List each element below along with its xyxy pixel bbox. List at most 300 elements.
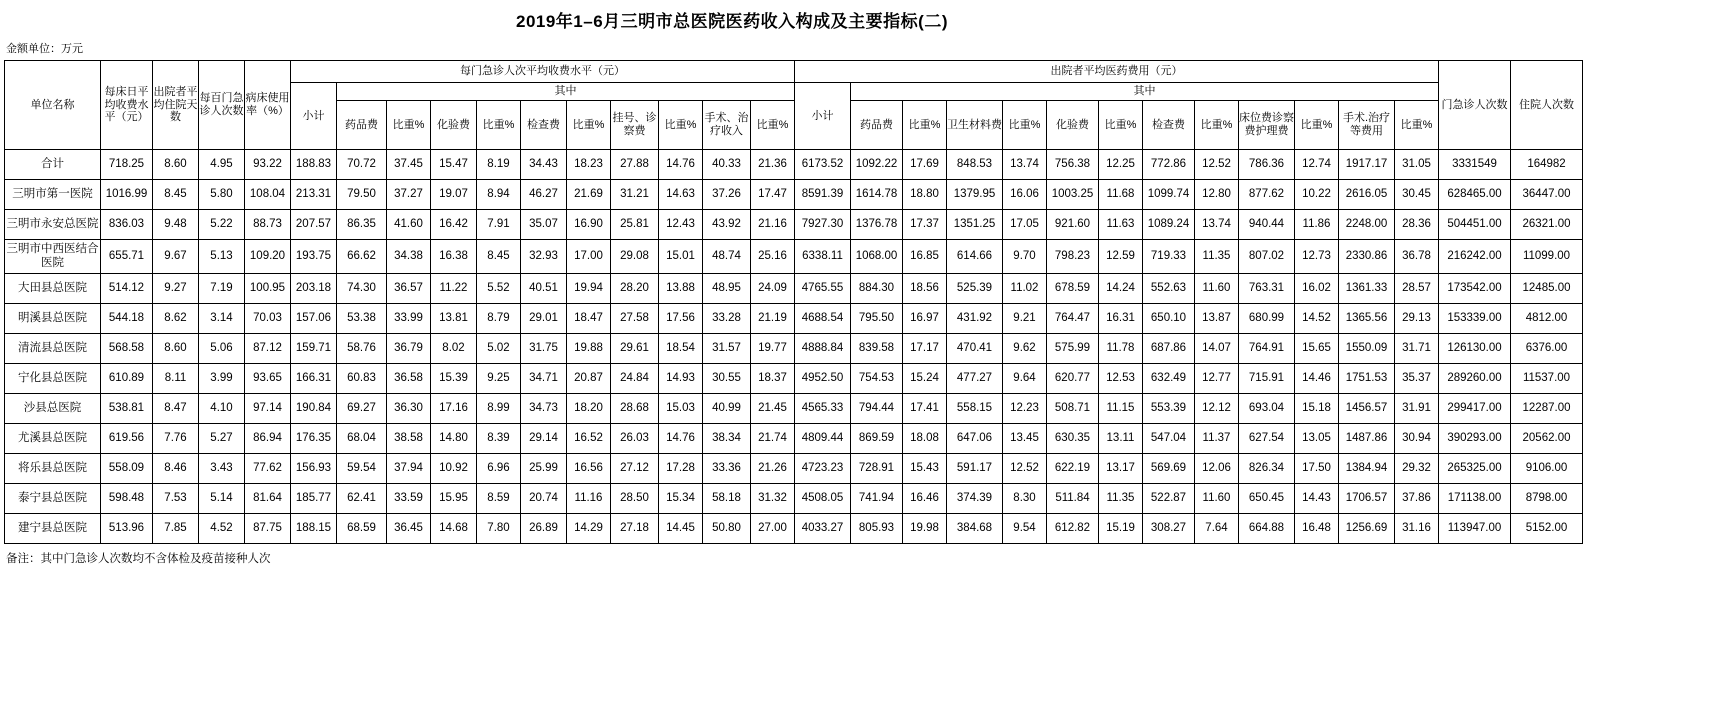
table-cell: 14.43 xyxy=(1295,484,1339,514)
table-cell: 622.19 xyxy=(1047,454,1099,484)
table-cell: 27.58 xyxy=(611,304,659,334)
table-cell: 826.34 xyxy=(1239,454,1295,484)
table-cell: 17.00 xyxy=(567,240,611,274)
table-cell: 3331549 xyxy=(1439,150,1511,180)
table-cell: 16.48 xyxy=(1295,514,1339,544)
table-cell: 108.04 xyxy=(245,180,291,210)
header-inpatient-subtotal: 小计 xyxy=(795,83,851,150)
table-cell: 8.02 xyxy=(431,334,477,364)
table-cell: 29.01 xyxy=(521,304,567,334)
table-cell: 28.68 xyxy=(611,394,659,424)
table-cell: 764.47 xyxy=(1047,304,1099,334)
table-cell: 15.03 xyxy=(659,394,703,424)
table-cell: 763.31 xyxy=(1239,274,1295,304)
table-cell: 1256.69 xyxy=(1339,514,1395,544)
table-cell: 171138.00 xyxy=(1439,484,1511,514)
table-cell: 28.20 xyxy=(611,274,659,304)
table-cell: 25.81 xyxy=(611,210,659,240)
table-cell: 807.02 xyxy=(1239,240,1295,274)
table-cell: 74.30 xyxy=(337,274,387,304)
table-cell: 28.57 xyxy=(1395,274,1439,304)
table-cell: 7.64 xyxy=(1195,514,1239,544)
table-cell: 36.79 xyxy=(387,334,431,364)
row-label: 三明市中西医结合医院 xyxy=(5,240,101,274)
header-ip-bed-nursing-fee: 床位费诊察费护理费 xyxy=(1239,101,1295,150)
table-cell: 173542.00 xyxy=(1439,274,1511,304)
table-cell: 33.28 xyxy=(703,304,751,334)
header-unit-name: 单位名称 xyxy=(5,61,101,150)
table-cell: 687.86 xyxy=(1143,334,1195,364)
table-cell: 31.91 xyxy=(1395,394,1439,424)
header-op-drug-ratio: 比重% xyxy=(387,101,431,150)
header-ip-sanitary-material-fee: 卫生材料费 xyxy=(947,101,1003,150)
table-cell: 1351.25 xyxy=(947,210,1003,240)
table-cell: 1089.24 xyxy=(1143,210,1195,240)
table-cell: 4888.84 xyxy=(795,334,851,364)
row-label: 清流县总医院 xyxy=(5,334,101,364)
header-op-exam-ratio: 比重% xyxy=(567,101,611,150)
header-ip-lab-fee: 化验费 xyxy=(1047,101,1099,150)
table-cell: 5.80 xyxy=(199,180,245,210)
table-cell: 544.18 xyxy=(101,304,153,334)
table-cell: 514.12 xyxy=(101,274,153,304)
table-cell: 10.92 xyxy=(431,454,477,484)
table-cell: 610.89 xyxy=(101,364,153,394)
table-cell: 17.41 xyxy=(903,394,947,424)
row-label: 大田县总医院 xyxy=(5,274,101,304)
table-cell: 5.22 xyxy=(199,210,245,240)
table-cell: 772.86 xyxy=(1143,150,1195,180)
table-cell: 13.74 xyxy=(1195,210,1239,240)
table-cell: 1456.57 xyxy=(1339,394,1395,424)
table-cell: 8.47 xyxy=(153,394,199,424)
header-inpatient-visits: 住院人次数 xyxy=(1511,61,1583,150)
table-cell: 17.69 xyxy=(903,150,947,180)
table-cell: 36.45 xyxy=(387,514,431,544)
table-cell: 2248.00 xyxy=(1339,210,1395,240)
table-cell: 4033.27 xyxy=(795,514,851,544)
table-cell: 185.77 xyxy=(291,484,337,514)
table-row xyxy=(5,274,1583,304)
table-cell: 97.14 xyxy=(245,394,291,424)
table-cell: 3.14 xyxy=(199,304,245,334)
table-cell: 93.65 xyxy=(245,364,291,394)
header-ip-exam-fee: 检查费 xyxy=(1143,101,1195,150)
table-cell: 113947.00 xyxy=(1439,514,1511,544)
table-cell: 13.11 xyxy=(1099,424,1143,454)
table-row xyxy=(5,364,1583,394)
table-cell: 11.16 xyxy=(567,484,611,514)
table-row xyxy=(5,180,1583,210)
table-cell: 14.76 xyxy=(659,424,703,454)
header-outpatient-among-which: 其中 xyxy=(337,83,795,101)
table-cell: 8.11 xyxy=(153,364,199,394)
table-cell: 786.36 xyxy=(1239,150,1295,180)
table-cell: 16.97 xyxy=(903,304,947,334)
table-cell: 12.23 xyxy=(1003,394,1047,424)
table-cell: 8.39 xyxy=(477,424,521,454)
table-cell: 86.94 xyxy=(245,424,291,454)
header-ip-bed-nursing-ratio: 比重% xyxy=(1295,101,1339,150)
table-cell: 38.58 xyxy=(387,424,431,454)
row-label: 明溪县总医院 xyxy=(5,304,101,334)
table-cell: 16.90 xyxy=(567,210,611,240)
table-cell: 203.18 xyxy=(291,274,337,304)
table-cell: 20562.00 xyxy=(1511,424,1583,454)
table-cell: 26321.00 xyxy=(1511,210,1583,240)
table-cell: 68.04 xyxy=(337,424,387,454)
table-cell: 4812.00 xyxy=(1511,304,1583,334)
table-cell: 12485.00 xyxy=(1511,274,1583,304)
data-table xyxy=(4,60,1583,544)
table-cell: 289260.00 xyxy=(1439,364,1511,394)
table-cell: 166.31 xyxy=(291,364,337,394)
table-cell: 7.85 xyxy=(153,514,199,544)
table-cell: 31.32 xyxy=(751,484,795,514)
table-cell: 20.87 xyxy=(567,364,611,394)
table-cell: 188.15 xyxy=(291,514,337,544)
table-cell: 21.26 xyxy=(751,454,795,484)
table-cell: 265325.00 xyxy=(1439,454,1511,484)
table-cell: 680.99 xyxy=(1239,304,1295,334)
table-cell: 29.14 xyxy=(521,424,567,454)
table-cell: 15.01 xyxy=(659,240,703,274)
table-cell: 8591.39 xyxy=(795,180,851,210)
header-ip-surgery-ratio: 比重% xyxy=(1395,101,1439,150)
table-cell: 1487.86 xyxy=(1339,424,1395,454)
table-cell: 4723.23 xyxy=(795,454,851,484)
table-cell: 12.77 xyxy=(1195,364,1239,394)
table-cell: 62.41 xyxy=(337,484,387,514)
table-cell: 4952.50 xyxy=(795,364,851,394)
table-cell: 1751.53 xyxy=(1339,364,1395,394)
table-cell: 31.57 xyxy=(703,334,751,364)
table-cell: 650.45 xyxy=(1239,484,1295,514)
table-cell: 632.49 xyxy=(1143,364,1195,394)
table-cell: 27.12 xyxy=(611,454,659,484)
table-cell: 58.76 xyxy=(337,334,387,364)
table-row xyxy=(5,484,1583,514)
table-cell: 28.36 xyxy=(1395,210,1439,240)
table-cell: 4688.54 xyxy=(795,304,851,334)
table-cell: 15.39 xyxy=(431,364,477,394)
table-cell: 14.63 xyxy=(659,180,703,210)
table-row xyxy=(5,424,1583,454)
table-cell: 21.19 xyxy=(751,304,795,334)
table-cell: 650.10 xyxy=(1143,304,1195,334)
table-cell: 60.83 xyxy=(337,364,387,394)
table-cell: 19.07 xyxy=(431,180,477,210)
table-cell: 14.24 xyxy=(1099,274,1143,304)
table-cell: 558.09 xyxy=(101,454,153,484)
table-cell: 1099.74 xyxy=(1143,180,1195,210)
table-cell: 921.60 xyxy=(1047,210,1099,240)
table-cell: 77.62 xyxy=(245,454,291,484)
table-cell: 29.32 xyxy=(1395,454,1439,484)
table-cell: 26.03 xyxy=(611,424,659,454)
table-cell: 7927.30 xyxy=(795,210,851,240)
table-cell: 30.45 xyxy=(1395,180,1439,210)
table-cell: 511.84 xyxy=(1047,484,1099,514)
table-row xyxy=(5,334,1583,364)
table-cell: 81.64 xyxy=(245,484,291,514)
table-cell: 34.71 xyxy=(521,364,567,394)
table-cell: 13.88 xyxy=(659,274,703,304)
table-cell: 470.41 xyxy=(947,334,1003,364)
table-cell: 390293.00 xyxy=(1439,424,1511,454)
table-cell: 1379.95 xyxy=(947,180,1003,210)
header-outpatient-group: 每门急诊人次平均收费水平（元） xyxy=(291,61,795,83)
table-cell: 13.81 xyxy=(431,304,477,334)
table-cell: 34.73 xyxy=(521,394,567,424)
table-cell: 176.35 xyxy=(291,424,337,454)
row-label: 沙县总医院 xyxy=(5,394,101,424)
table-cell: 553.39 xyxy=(1143,394,1195,424)
table-cell: 374.39 xyxy=(947,484,1003,514)
table-cell: 36.30 xyxy=(387,394,431,424)
table-cell: 18.20 xyxy=(567,394,611,424)
table-cell: 18.47 xyxy=(567,304,611,334)
table-cell: 48.74 xyxy=(703,240,751,274)
table-row xyxy=(5,240,1583,274)
table-cell: 14.76 xyxy=(659,150,703,180)
table-cell: 848.53 xyxy=(947,150,1003,180)
row-label: 尤溪县总医院 xyxy=(5,424,101,454)
table-cell: 21.45 xyxy=(751,394,795,424)
table-cell: 87.12 xyxy=(245,334,291,364)
table-cell: 8798.00 xyxy=(1511,484,1583,514)
table-cell: 5152.00 xyxy=(1511,514,1583,544)
table-cell: 8.46 xyxy=(153,454,199,484)
table-cell: 31.21 xyxy=(611,180,659,210)
table-cell: 568.58 xyxy=(101,334,153,364)
table-cell: 68.59 xyxy=(337,514,387,544)
table-cell: 35.37 xyxy=(1395,364,1439,394)
header-op-lab-ratio: 比重% xyxy=(477,101,521,150)
table-cell: 14.93 xyxy=(659,364,703,394)
table-row xyxy=(5,454,1583,484)
table-cell: 6173.52 xyxy=(795,150,851,180)
table-cell: 9.54 xyxy=(1003,514,1047,544)
table-cell: 24.84 xyxy=(611,364,659,394)
table-cell: 614.66 xyxy=(947,240,1003,274)
table-cell: 24.09 xyxy=(751,274,795,304)
table-cell: 741.94 xyxy=(851,484,903,514)
table-cell: 16.56 xyxy=(567,454,611,484)
table-cell: 13.05 xyxy=(1295,424,1339,454)
header-per-hundred-outpatient: 每百门急诊人次数 xyxy=(199,61,245,150)
table-cell: 569.69 xyxy=(1143,454,1195,484)
table-cell: 43.92 xyxy=(703,210,751,240)
table-cell: 40.99 xyxy=(703,394,751,424)
table-cell: 9.21 xyxy=(1003,304,1047,334)
table-cell: 18.56 xyxy=(903,274,947,304)
header-ip-sanitary-ratio: 比重% xyxy=(1003,101,1047,150)
table-cell: 156.93 xyxy=(291,454,337,484)
table-cell: 7.76 xyxy=(153,424,199,454)
table-cell: 884.30 xyxy=(851,274,903,304)
table-cell: 1068.00 xyxy=(851,240,903,274)
table-cell: 718.25 xyxy=(101,150,153,180)
table-cell: 9.27 xyxy=(153,274,199,304)
table-cell: 207.57 xyxy=(291,210,337,240)
table-cell: 14.29 xyxy=(567,514,611,544)
table-cell: 940.44 xyxy=(1239,210,1295,240)
table-cell: 1550.09 xyxy=(1339,334,1395,364)
table-cell: 12.52 xyxy=(1195,150,1239,180)
table-cell: 11099.00 xyxy=(1511,240,1583,274)
table-cell: 66.62 xyxy=(337,240,387,274)
table-cell: 190.84 xyxy=(291,394,337,424)
table-cell: 41.60 xyxy=(387,210,431,240)
table-cell: 8.45 xyxy=(477,240,521,274)
table-cell: 11.35 xyxy=(1099,484,1143,514)
table-cell: 19.77 xyxy=(751,334,795,364)
header-ip-drug-ratio: 比重% xyxy=(903,101,947,150)
table-cell: 1365.56 xyxy=(1339,304,1395,334)
table-cell: 19.88 xyxy=(567,334,611,364)
table-cell: 38.34 xyxy=(703,424,751,454)
table-cell: 1917.17 xyxy=(1339,150,1395,180)
table-cell: 1614.78 xyxy=(851,180,903,210)
table-cell: 12.74 xyxy=(1295,150,1339,180)
table-row xyxy=(5,394,1583,424)
table-cell: 70.03 xyxy=(245,304,291,334)
table-cell: 384.68 xyxy=(947,514,1003,544)
table-cell: 13.45 xyxy=(1003,424,1047,454)
table-cell: 27.18 xyxy=(611,514,659,544)
table-cell: 216242.00 xyxy=(1439,240,1511,274)
table-cell: 13.17 xyxy=(1099,454,1143,484)
table-cell: 612.82 xyxy=(1047,514,1099,544)
table-cell: 18.23 xyxy=(567,150,611,180)
table-cell: 28.50 xyxy=(611,484,659,514)
table-cell: 5.02 xyxy=(477,334,521,364)
table-cell: 8.94 xyxy=(477,180,521,210)
table-cell: 157.06 xyxy=(291,304,337,334)
table-cell: 1376.78 xyxy=(851,210,903,240)
table-cell: 647.06 xyxy=(947,424,1003,454)
table-cell: 14.68 xyxy=(431,514,477,544)
table-cell: 25.16 xyxy=(751,240,795,274)
table-cell: 8.60 xyxy=(153,150,199,180)
table-cell: 477.27 xyxy=(947,364,1003,394)
table-cell: 525.39 xyxy=(947,274,1003,304)
table-cell: 17.16 xyxy=(431,394,477,424)
table-cell: 627.54 xyxy=(1239,424,1295,454)
table-cell: 5.27 xyxy=(199,424,245,454)
row-label: 三明市永安总医院 xyxy=(5,210,101,240)
table-cell: 655.71 xyxy=(101,240,153,274)
table-cell: 93.22 xyxy=(245,150,291,180)
table-cell: 5.14 xyxy=(199,484,245,514)
table-cell: 31.71 xyxy=(1395,334,1439,364)
table-cell: 15.47 xyxy=(431,150,477,180)
table-cell: 34.43 xyxy=(521,150,567,180)
table-cell: 30.55 xyxy=(703,364,751,394)
table-cell: 2616.05 xyxy=(1339,180,1395,210)
table-cell: 53.38 xyxy=(337,304,387,334)
table-cell: 4.10 xyxy=(199,394,245,424)
table-cell: 4.52 xyxy=(199,514,245,544)
table-cell: 50.80 xyxy=(703,514,751,544)
table-cell: 11.63 xyxy=(1099,210,1143,240)
table-row xyxy=(5,210,1583,240)
table-cell: 719.33 xyxy=(1143,240,1195,274)
table-cell: 27.00 xyxy=(751,514,795,544)
table-cell: 513.96 xyxy=(101,514,153,544)
table-cell: 12287.00 xyxy=(1511,394,1583,424)
table-cell: 11.35 xyxy=(1195,240,1239,274)
table-cell: 508.71 xyxy=(1047,394,1099,424)
header-op-surgery-fee: 手术、治疗收入 xyxy=(703,101,751,150)
table-cell: 29.13 xyxy=(1395,304,1439,334)
table-cell: 4565.33 xyxy=(795,394,851,424)
table-cell: 19.98 xyxy=(903,514,947,544)
table-cell: 33.99 xyxy=(387,304,431,334)
table-cell: 630.35 xyxy=(1047,424,1099,454)
table-cell: 1384.94 xyxy=(1339,454,1395,484)
table-cell: 164982 xyxy=(1511,150,1583,180)
table-cell: 9.64 xyxy=(1003,364,1047,394)
header-discharge-avg-days: 出院者平均住院天数 xyxy=(153,61,199,150)
table-cell: 21.69 xyxy=(567,180,611,210)
table-cell: 16.02 xyxy=(1295,274,1339,304)
table-cell: 1016.99 xyxy=(101,180,153,210)
table-cell: 27.88 xyxy=(611,150,659,180)
table-cell: 14.80 xyxy=(431,424,477,454)
table-cell: 16.31 xyxy=(1099,304,1143,334)
table-cell: 9.48 xyxy=(153,210,199,240)
table-cell: 6376.00 xyxy=(1511,334,1583,364)
table-cell: 100.95 xyxy=(245,274,291,304)
row-label: 宁化县总医院 xyxy=(5,364,101,394)
header-op-reg-diag-ratio: 比重% xyxy=(659,101,703,150)
table-cell: 15.24 xyxy=(903,364,947,394)
table-cell: 16.42 xyxy=(431,210,477,240)
table-cell: 9.25 xyxy=(477,364,521,394)
header-op-reg-diag-fee: 挂号、诊察费 xyxy=(611,101,659,150)
table-cell: 29.61 xyxy=(611,334,659,364)
table-cell: 839.58 xyxy=(851,334,903,364)
header-ip-lab-ratio: 比重% xyxy=(1099,101,1143,150)
table-cell: 764.91 xyxy=(1239,334,1295,364)
table-cell: 1003.25 xyxy=(1047,180,1099,210)
header-ip-surgery-fee: 手术.治疗等费用 xyxy=(1339,101,1395,150)
table-cell: 9.70 xyxy=(1003,240,1047,274)
table-cell: 12.53 xyxy=(1099,364,1143,394)
table-cell: 795.50 xyxy=(851,304,903,334)
table-cell: 756.38 xyxy=(1047,150,1099,180)
table-cell: 504451.00 xyxy=(1439,210,1511,240)
table-cell: 17.56 xyxy=(659,304,703,334)
row-label: 三明市第一医院 xyxy=(5,180,101,210)
table-cell: 693.04 xyxy=(1239,394,1295,424)
page-title: 2019年1–6月三明市总医院医药收入构成及主要指标(二) xyxy=(515,12,948,31)
table-row xyxy=(5,304,1583,334)
table-row xyxy=(5,150,1583,180)
table-cell: 11.86 xyxy=(1295,210,1339,240)
table-cell: 17.47 xyxy=(751,180,795,210)
unit-note: 金额单位：万元 xyxy=(6,43,83,55)
table-cell: 552.63 xyxy=(1143,274,1195,304)
table-cell: 31.75 xyxy=(521,334,567,364)
table-cell: 12.80 xyxy=(1195,180,1239,210)
table-cell: 598.48 xyxy=(101,484,153,514)
table-cell: 15.95 xyxy=(431,484,477,514)
table-cell: 5.13 xyxy=(199,240,245,274)
header-inpatient-among-which: 其中 xyxy=(851,83,1439,101)
